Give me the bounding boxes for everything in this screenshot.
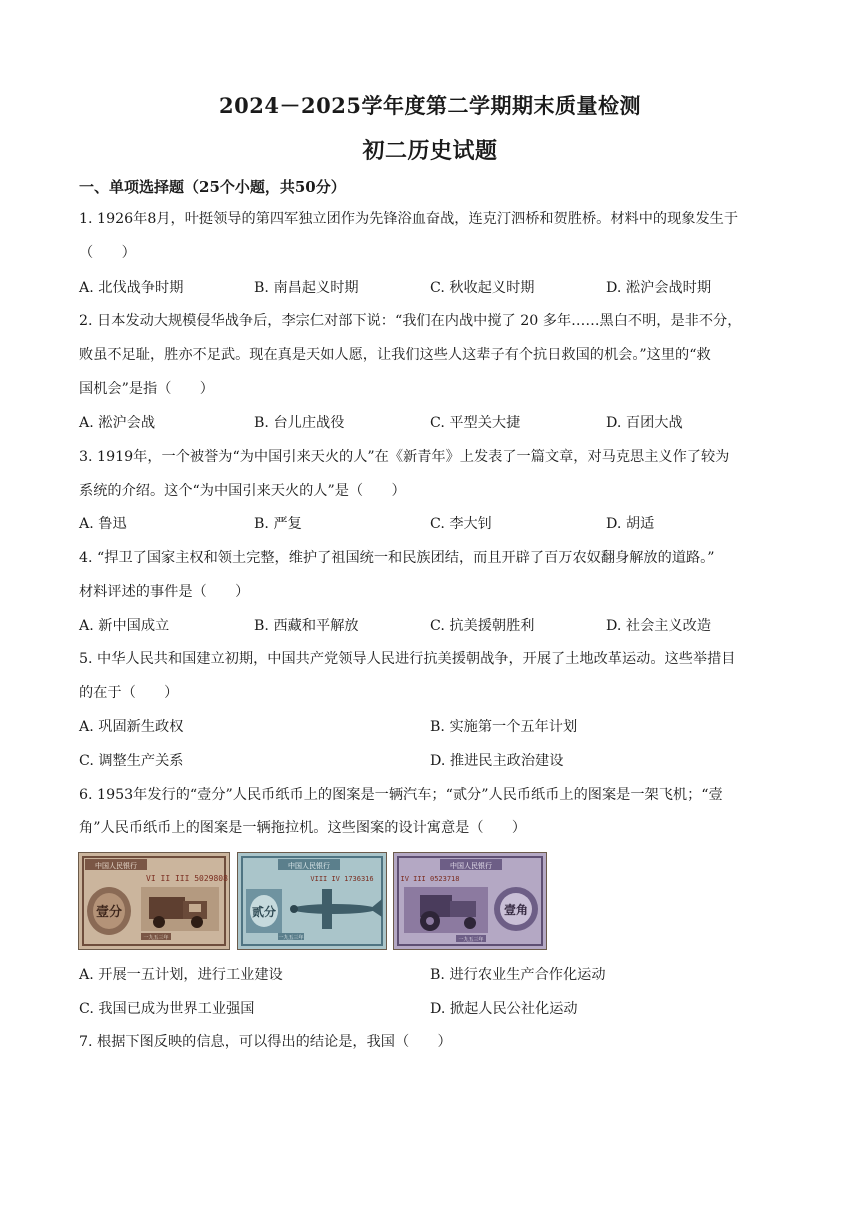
question-6-option-d[interactable]: D. 掀起人民公社化运动 [430,1001,578,1017]
question-6-stem-line2: 角”人民币纸币上的图案是一辆拖拉机。这些图案的设计寓意是（ ） [79,820,527,836]
question-3-stem-line2: 系统的介绍。这个“为中国引来天火的人”是（ ） [79,483,406,499]
section-heading: 一、单项选择题（25个小题，共50分） [79,178,346,196]
question-3-stem-line1: 3. 1919年，一个被誉为“为中国引来天火的人”在《新青年》上发表了一篇文章，对马克思主义作了较为 [79,449,730,465]
question-1-option-b[interactable]: B. 南昌起义时期 [254,280,359,296]
question-4-option-b[interactable]: B. 西藏和平解放 [254,618,359,634]
question-1-option-a[interactable]: A. 北伐战争时期 [79,280,184,296]
note2-denomination: 贰分 [251,905,277,919]
note2-header: 中国人民银行 [288,862,330,870]
note3-denomination: 壹角 [503,903,529,917]
question-2-option-d[interactable]: D. 百团大战 [606,415,683,431]
question-4-stem-line1: 4. “捍卫了国家主权和领土完整，维护了祖国统一和民族团结，而且开辟了百万农奴翻身解放的道路。” [79,550,715,566]
question-2-stem-line3: 国机会”是指（ ） [79,381,214,397]
note3-year: 一九五三年 [458,937,484,943]
question-4-option-d[interactable]: D. 社会主义改造 [606,618,712,634]
note2-serial: VIII IV 1736316 [310,875,374,883]
question-3-option-b[interactable]: B. 严复 [254,516,302,532]
banknote-two-fen [237,852,387,950]
question-3-option-a[interactable]: A. 鲁迅 [79,516,127,532]
question-6-option-b[interactable]: B. 进行农业生产合作化运动 [430,967,606,983]
note1-denomination: 壹分 [95,905,123,920]
question-5-option-b[interactable]: B. 实施第一个五年计划 [430,719,578,735]
question-6-option-c[interactable]: C. 我国已成为世界工业强国 [79,1001,255,1017]
question-2-option-c[interactable]: C. 平型关大捷 [430,415,521,431]
question-2-stem-line1: 2. 日本发动大规模侵华战争后，李宗仁对部下说：“我们在内战中搅了 20 多年……黑白不明，是非不分， [79,313,742,329]
question-1-stem-line1: 1. 1926年8月，叶挺领导的第四军独立团作为先锋浴血奋战，连克汀泗桥和贺胜桥。材料中的现象发生于 [79,211,739,227]
question-5-stem-line1: 5. 中华人民共和国建立初期，中国共产党领导人民进行抗美援朝战争，开展了土地改革运动。这些举措目 [79,651,736,667]
question-6-option-a[interactable]: A. 开展一五计划，进行工业建设 [79,967,283,983]
banknote-one-fen [78,852,230,950]
question-4-option-a[interactable]: A. 新中国成立 [79,618,170,634]
banknote-one-jiao [393,852,547,950]
question-1-option-c[interactable]: C. 秋收起义时期 [430,280,535,296]
question-2-stem-line2: 败虽不足耻，胜亦不足武。现在真是天如人愿，让我们这些人这辈子有个抗日救国的机会。”这里的“救 [79,347,711,363]
question-5-option-c[interactable]: C. 调整生产关系 [79,753,184,769]
question-5-option-a[interactable]: A. 巩固新生政权 [79,719,184,735]
exam-subtitle: 初二历史试题 [362,138,498,164]
question-3-option-d[interactable]: D. 胡适 [606,516,655,532]
question-3-option-c[interactable]: C. 李大钊 [430,516,492,532]
note3-serial: IV III 0523718 [400,875,460,883]
question-2-option-b[interactable]: B. 台儿庄战役 [254,415,345,431]
question-4-stem-line2: 材料评述的事件是（ ） [79,584,250,600]
question-4-option-c[interactable]: C. 抗美援朝胜利 [430,618,535,634]
question-7-stem-line1: 7. 根据下图反映的信息，可以得出的结论是，我国（ ） [79,1034,452,1050]
note3-header: 中国人民银行 [450,862,492,870]
question-1-option-d[interactable]: D. 淞沪会战时期 [606,280,712,296]
note2-year: 一九五三年 [278,935,304,941]
question-2-option-a[interactable]: A. 淞沪会战 [79,415,156,431]
note1-header: 中国人民银行 [95,862,137,870]
note1-year: 一九五三年 [143,935,169,941]
note1-serial: VI II III 5029808 [146,874,228,883]
question-6-stem-line1: 6. 1953年发行的“壹分”人民币纸币上的图案是一辆汽车；“贰分”人民币纸币上的图案是一架飞机；“壹 [79,787,723,803]
question-5-option-d[interactable]: D. 推进民主政治建设 [430,753,564,769]
question-1-stem-line2: （ ） [79,245,136,261]
exam-title: 2024－2025学年度第二学期期末质量检测 [219,93,641,118]
question-5-stem-line2: 的在于（ ） [79,685,179,701]
